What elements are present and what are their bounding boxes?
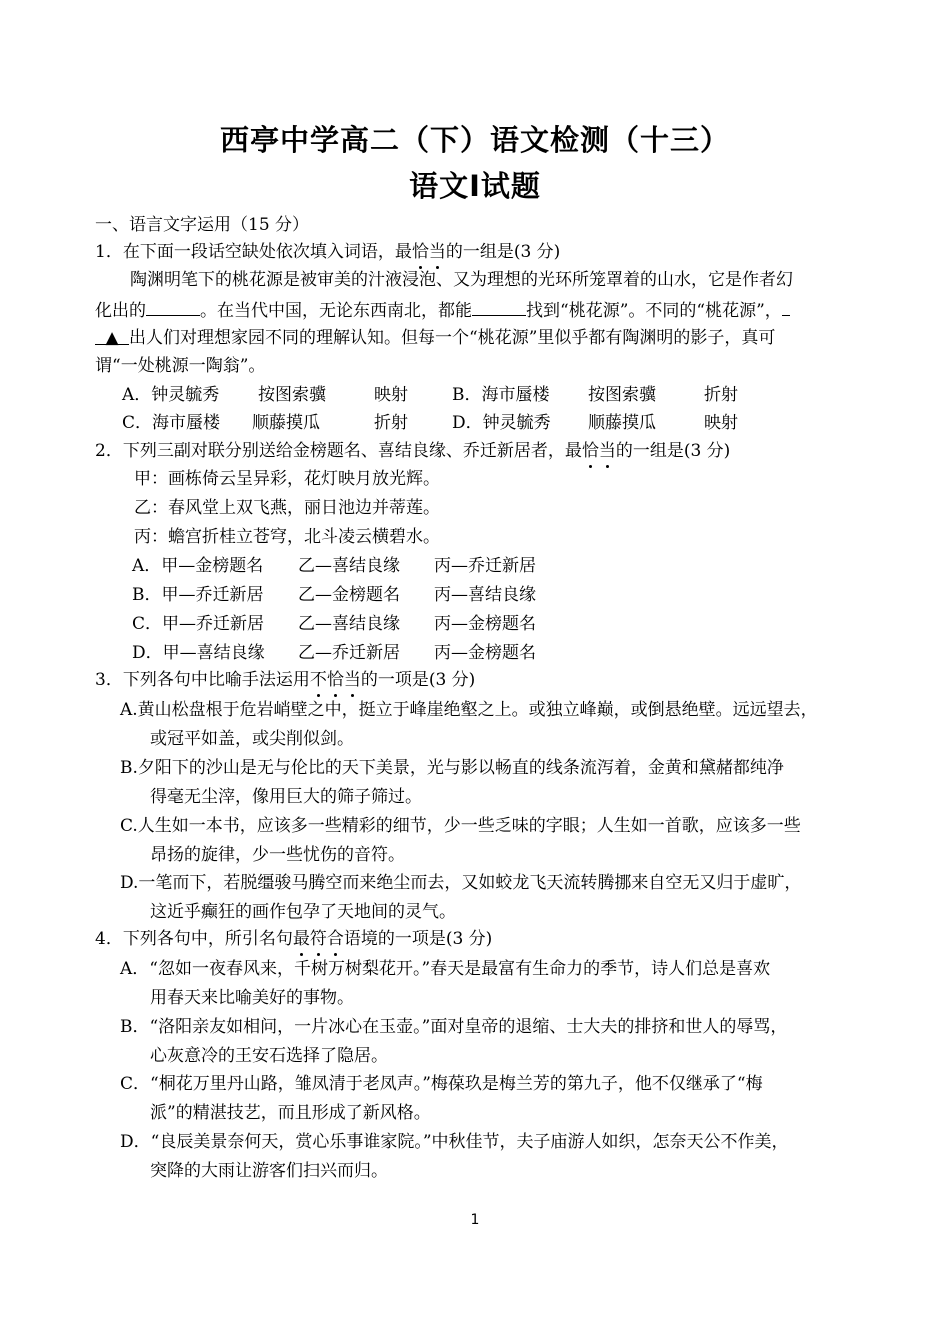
emphasized-char: 恰: [581, 441, 599, 461]
passage-line: 化出的 。在当代中国，无论东西南北，都能 找到“桃花源”。不同的“桃花源”，: [95, 297, 790, 323]
option-line: B.夕阳下的沙山是无与伦比的天下美景，光与影以畅直的线条流泻着，金黄和黛赭都纯净: [120, 758, 784, 778]
emphasized-char: 恰: [411, 242, 429, 262]
option-line: C．“桐花万里丹山路，雏凤清于老凤声。”梅葆玖是梅兰芳的第九子，他不仅继承了“梅: [120, 1074, 763, 1094]
emphasis-dots: [582, 441, 616, 461]
question-2-stem: 2．下列三副对联分别送给金榜题名、喜结良缘、乔迁新居者，最恰当的一组是(3 分): [95, 441, 731, 461]
emphasized-char: 当: [598, 441, 616, 461]
page-subtitle: 语文Ⅰ试题: [409, 169, 541, 203]
option-row: B．甲—乔迁新居 乙—金榜题名 丙—喜结良缘: [132, 585, 536, 605]
emphasis-dots: [293, 929, 344, 949]
emphasized-char: 符: [309, 929, 327, 949]
option-line: 用春天来比喻美好的事物。: [150, 988, 354, 1008]
option-line: C.人生如一本书，应该多一些精彩的细节，少一些乏味的字眼；人生如一首歌，应该多一些: [120, 816, 801, 836]
option-line: B．“洛阳亲友如相问，一片冰心在玉壶。”面对皇帝的退缩、士大夫的排挤和世人的辱骂，: [120, 1017, 788, 1037]
option-line: A．“忽如一夜春风来，千树万树梨花开。”春天是最富有生命力的季节，诗人们总是喜欢: [120, 959, 771, 979]
option-row: D．甲—喜结良缘 乙—乔迁新居 丙—金榜题名: [132, 643, 536, 663]
page-title: 西亭中学高二（下）语文检测（十三）: [219, 123, 730, 157]
option-line: 得毫无尘滓，像用巨大的筛子筛过。: [150, 787, 422, 807]
answer-blank: [95, 326, 129, 348]
option-line: D．“良辰美景奈何天，赏心乐事谁家院。”中秋佳节，夫子庙游人如织，怎奈天公不作美，: [120, 1132, 789, 1152]
couplet-line: 丙：蟾宫折桂立苍穹，北斗凌云横碧水。: [134, 527, 440, 547]
section-heading: 一、语言文字运用（15 分）: [95, 215, 310, 235]
emphasized-char: 当: [343, 670, 361, 690]
answer-blank: [782, 297, 790, 316]
option-line: A.黄山松盘根于危岩峭壁之中，挺立于峰崖绝壑之上。或独立峰巅，或倒悬绝壁。远远望去，: [120, 700, 818, 720]
option-line: D.一笔而下，若脱缰骏马腾空而来绝尘而去，又如蛟龙飞天流转腾挪来自空无又归于虚旷，: [120, 873, 802, 893]
option-line: 心灰意冷的王安石选择了隐居。: [150, 1046, 388, 1066]
emphasis-dots: [310, 670, 361, 690]
option-line: 派”的精湛技艺，而且形成了新风格。: [150, 1103, 431, 1123]
option-line: 或冠平如盖，或尖削似剑。: [150, 729, 354, 749]
question-4-stem: 4．下列各句中，所引名句最符合语境的一项是(3 分): [95, 929, 493, 949]
option-row: C．甲—乔迁新居 乙—喜结良缘 丙—金榜题名: [132, 614, 536, 634]
passage-line: 陶渊明笔下的桃花源是被审美的汁液浸泡、又为理想的光环所笼罩着的山水，它是作者幻: [130, 270, 793, 290]
question-1-stem: 1．在下面一段话空缺处依次填入词语，最恰当的一组是(3 分): [95, 242, 561, 262]
emphasized-char: 恰: [326, 670, 344, 690]
emphasized-char: 合: [326, 929, 344, 949]
emphasis-dots: [412, 242, 446, 262]
couplet-line: 乙：春风堂上双飞燕，丽日池边并蒂莲。: [134, 498, 440, 518]
emphasized-char: 当: [428, 242, 446, 262]
option-line: 这近乎癫狂的画作包孕了天地间的灵气。: [150, 902, 456, 922]
page-number: 1: [470, 1212, 480, 1228]
option-row: C．海市蜃楼 顺藤摸瓜 折射 D．钟灵毓秀 顺藤摸瓜 映射: [122, 413, 738, 433]
emphasized-char: 不: [309, 670, 327, 690]
question-3-stem: 3．下列各句中比喻手法运用不恰当的一项是(3 分): [95, 670, 476, 690]
option-row: A．甲—金榜题名 乙—喜结良缘 丙—乔迁新居: [132, 556, 536, 576]
answer-blank: [146, 297, 200, 316]
emphasized-char: 最: [292, 929, 310, 949]
option-line: 突降的大雨让游客们扫兴而归。: [150, 1161, 388, 1181]
passage-line: 谓“一处桃源一陶翁”。: [95, 356, 266, 376]
option-row: A．钟灵毓秀 按图索骥 映射 B．海市蜃楼 按图索骥 折射: [122, 385, 738, 405]
option-line: 昂扬的旋律，少一些忧伤的音符。: [150, 845, 405, 865]
passage-line: ▲ 出人们对理想家园不同的理解认知。但每一个“桃花源”里似乎都有陶渊明的影子，真可: [95, 326, 775, 350]
triangle-icon: ▲: [105, 328, 119, 348]
couplet-line: 甲：画栋倚云呈异彩，花灯映月放光辉。: [134, 469, 440, 489]
answer-blank: [472, 297, 526, 316]
